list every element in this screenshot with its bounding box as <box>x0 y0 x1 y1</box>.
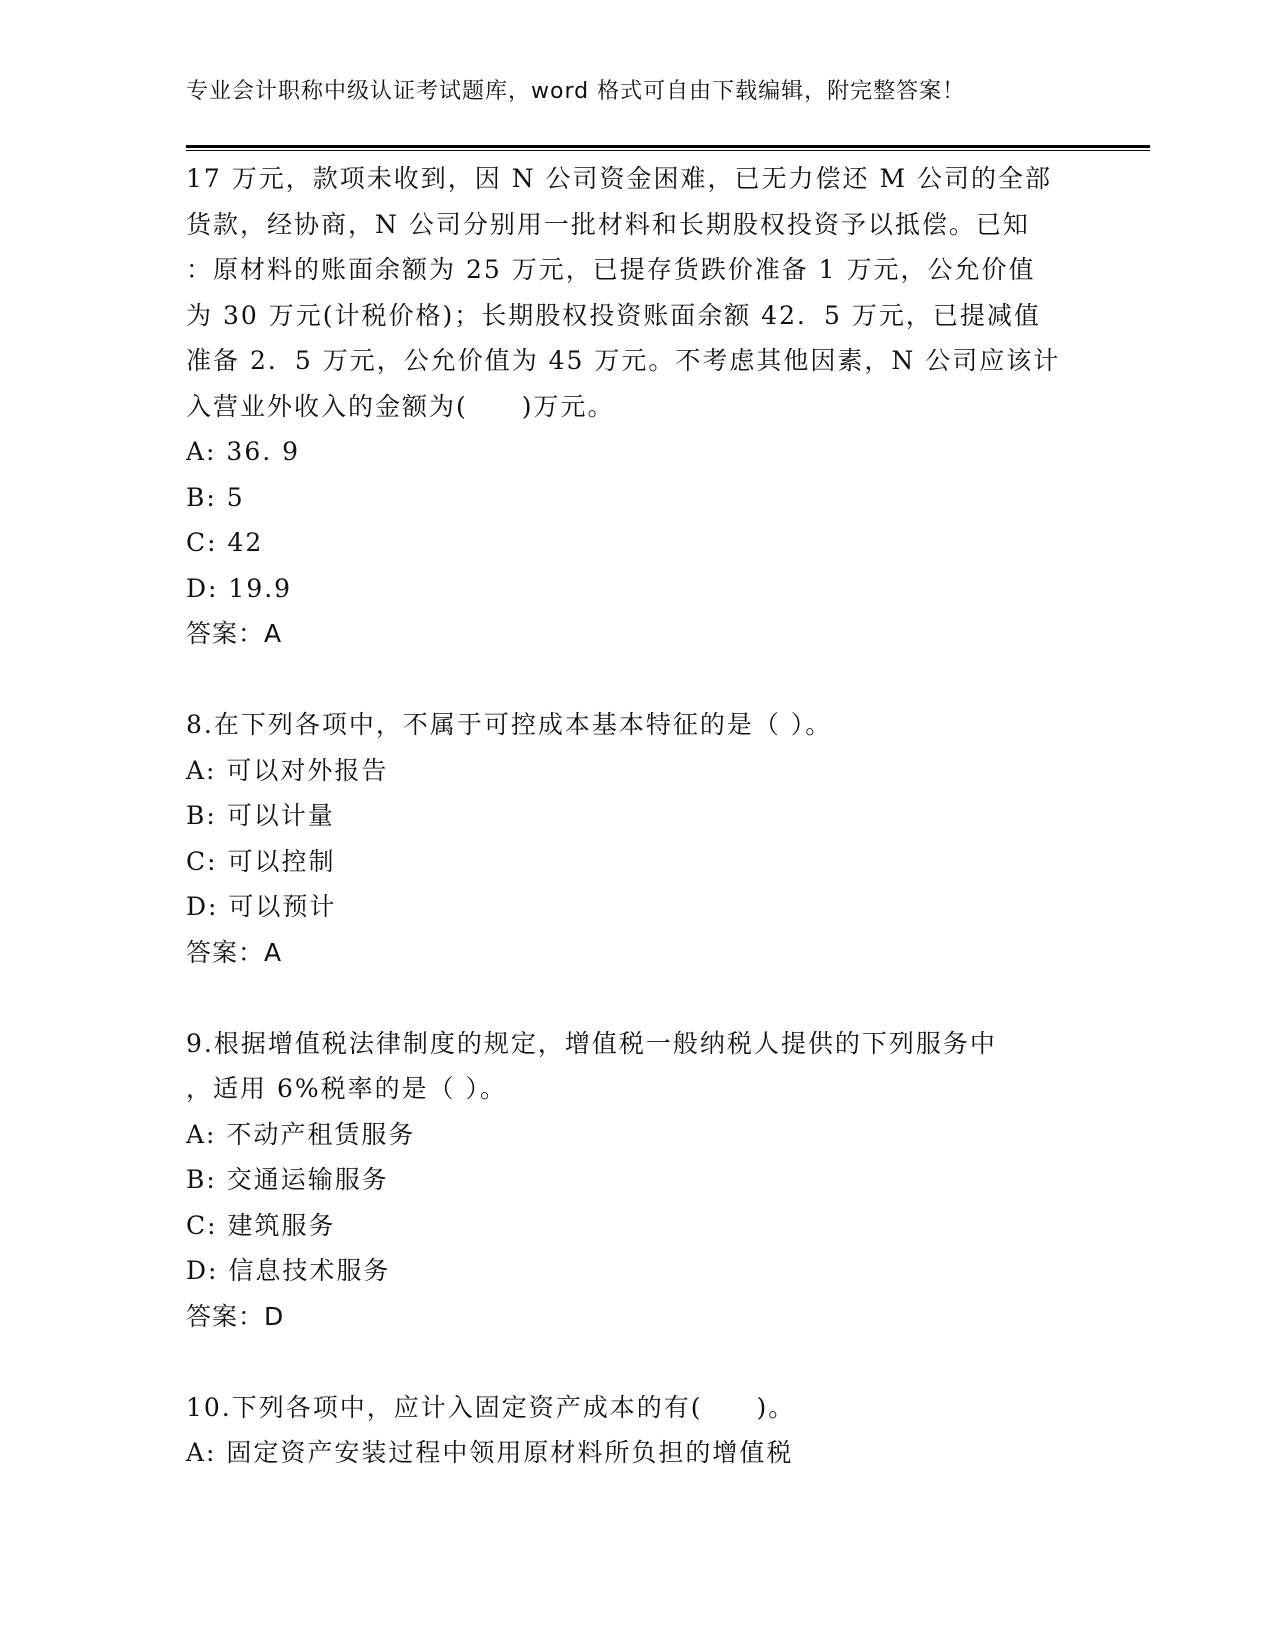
q7-stem-line: 货款，经协商，N 公司分别用一批材料和长期股权投资予以抵偿。已知 <box>186 209 1030 239</box>
q9-stem-line: ，适用 6%税率的是（ ）。 <box>186 1074 508 1103</box>
q8-option-b: B: 可以计量 <box>186 801 335 830</box>
q10-stem-line: 10.下列各项中，应计入固定资产成本的有( )。 <box>186 1392 796 1422</box>
q9-option-a: A: 不动产租赁服务 <box>186 1119 416 1149</box>
q7-option-a: A: 36. 9 <box>186 437 301 466</box>
q8-stem-line: 8.在下列各项中，不属于可控成本基本特征的是（ ）。 <box>186 710 833 739</box>
spacer <box>186 1339 1086 1385</box>
q7-stem-line: 17 万元，款项未收到，因 N 公司资金困难，已无力偿还 M 公司的全部 <box>186 164 1053 193</box>
q7-stem-line: 准备 2．5 万元，公允价值为 45 万元。不考虑其他因素，N 公司应该计 <box>186 346 1061 375</box>
q9-stem-line: 9.根据增值税法律制度的规定，增值税一般纳税人提供的下列服务中 <box>186 1028 997 1058</box>
q8-option-a: A: 可以对外报告 <box>186 755 389 785</box>
q9-option-d: D: 信息技术服务 <box>186 1256 391 1285</box>
q7-option-d: D: 19.9 <box>186 573 293 603</box>
q10-option-a: A: 固定资产安装过程中领用原材料所负担的增值税 <box>186 1438 794 1467</box>
spacer <box>186 975 1086 1021</box>
q9-option-b: B: 交通运输服务 <box>186 1165 389 1194</box>
page-header: 专业会计职称中级认证考试题库，word 格式可自由下载编辑，附完整答案！ <box>186 79 966 104</box>
q8-option-d: D: 可以预计 <box>186 892 337 921</box>
q9-option-c: C: 建筑服务 <box>186 1210 336 1240</box>
q7-answer: 答案：A <box>186 619 283 648</box>
q7-option-b: B: 5 <box>186 482 245 512</box>
q7-stem-line: 为 30 万元(计税价格)；长期股权投资账面余额 42．5 万元，已提减值 <box>186 300 1041 330</box>
q8-answer: 答案：A <box>186 937 283 967</box>
header-rule-thin <box>186 150 1150 151</box>
q7-stem-line: ：原材料的账面余额为 25 万元，已提存货跌价准备 1 万元，公允价值 <box>186 255 1036 284</box>
header-rule-thick <box>186 145 1150 148</box>
spacer <box>186 657 1086 703</box>
q7-option-c: C: 42 <box>186 528 264 557</box>
q7-stem-line: 入营业外收入的金额为( )万元。 <box>186 391 615 421</box>
document-body <box>186 156 1086 1476</box>
q8-option-c: C: 可以控制 <box>186 846 336 876</box>
q9-answer: 答案：D <box>186 1301 285 1331</box>
